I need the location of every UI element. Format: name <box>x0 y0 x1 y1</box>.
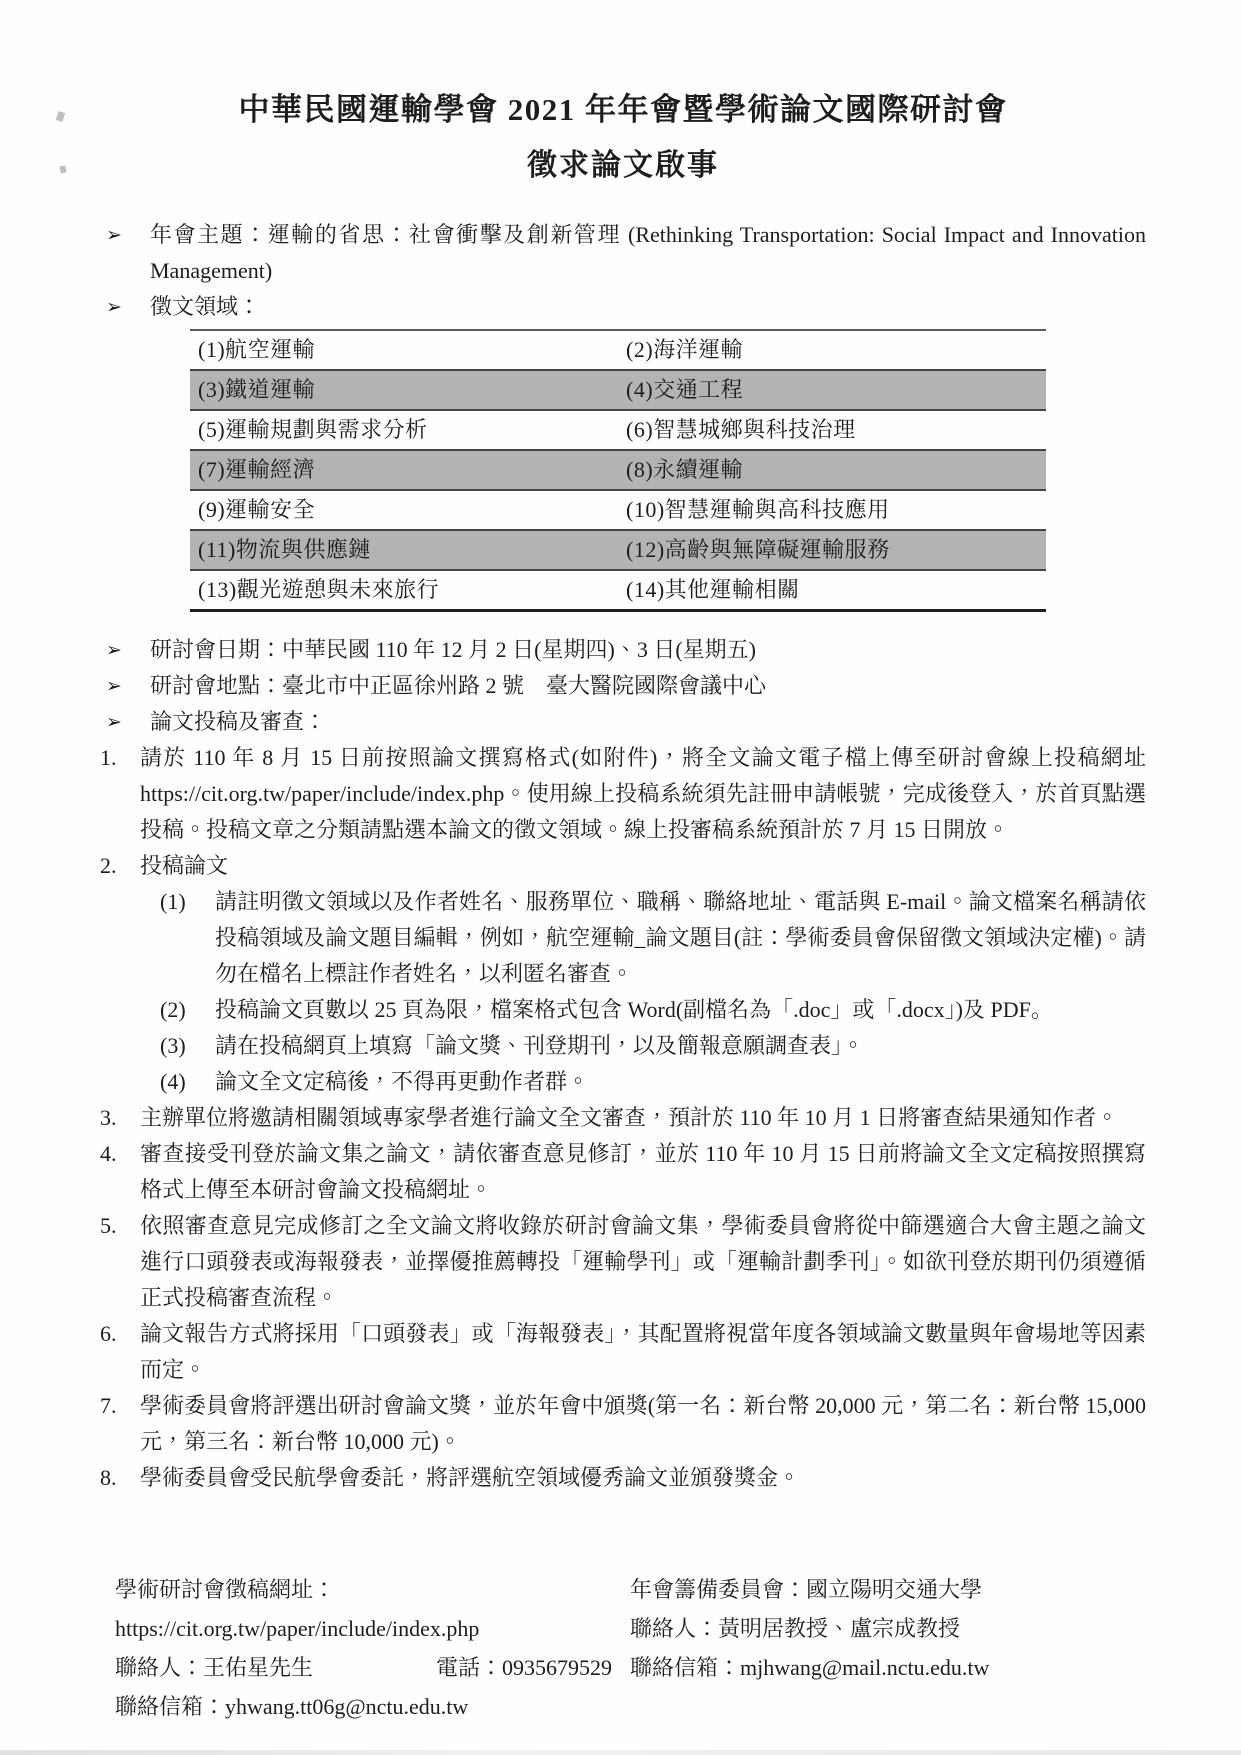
list-item-4 <box>100 1136 1146 1208</box>
contact-footer <box>100 1570 1146 1726</box>
sub-item-2-3 <box>160 1028 1146 1064</box>
topic-cell: (7)運輸經濟 <box>190 450 618 490</box>
item-number: 6. <box>100 1320 117 1346</box>
item-number: 4. <box>100 1140 117 1166</box>
list-item-3 <box>100 1100 1146 1136</box>
contact-email: 聯絡信箱：yhwang.tt06g@nctu.edu.tw <box>115 1693 469 1719</box>
arrow-bullet-icon: ➢ <box>106 638 122 661</box>
list-item-7 <box>100 1388 1146 1460</box>
table-row <box>190 570 1046 611</box>
topic-cell: (8)永續運輸 <box>618 450 1046 490</box>
bullet-review <box>100 704 1146 740</box>
table-row <box>190 370 1046 410</box>
list-item-2 <box>100 848 1146 884</box>
spacer <box>313 1648 436 1687</box>
item-text: 主辦單位將邀請相關領域專家學者進行論文全文審查，預計於 110 年 10 月 1 日將審查結果通知作者。 <box>140 1104 1119 1130</box>
sub-item-text: 請在投稿網頁上填寫「論文獎、刊登期刊，以及簡報意願調查表」。 <box>215 1032 865 1058</box>
sub-item-number: (4) <box>160 1068 186 1094</box>
topic-cell: (4)交通工程 <box>618 370 1046 410</box>
table-row <box>190 410 1046 450</box>
document-title: 中華民國運輸學會 2021 年年會暨學術論文國際研討會 <box>238 92 1008 127</box>
item-number: 2. <box>100 852 117 878</box>
conference-venue-text: 研討會地點：臺北市中正區徐州路 2 號 臺大醫院國際會議中心 <box>150 672 767 698</box>
arrow-bullet-icon: ➢ <box>106 674 122 697</box>
item-text: 論文報告方式將採用「口頭發表」或「海報發表」，其配置將視當年度各領域論文數量與年會場地等因素而定。 <box>140 1320 1146 1382</box>
sub-item-number: (3) <box>160 1032 186 1058</box>
bullet-fields <box>100 289 1146 325</box>
bullet-venue <box>100 668 1146 704</box>
topic-cell: (14)其他運輸相關 <box>618 570 1046 611</box>
item-text: 請於 110 年 8 月 15 日前按照論文撰寫格式(如附件)，將全文論文電子檔上傳至研討會線上投稿網址 https://cit.org.tw/paper/include/index.php。使用線上投稿系統須先註冊申請帳號，完成後登入，於首頁點選投稿。投稿文章之分類請點選本論文的徵文領域。線上投審稿系統預計於 7 月 15 日開放。 <box>140 744 1146 842</box>
sub-item-text: 請註明徵文領域以及作者姓名、服務單位、職稱、聯絡地址、電話與 E-mail。論文檔案名稱請依投稿領域及論文題目編輯，例如，航空運輸_論文題目(註：學術委員會保留徵文領域決定權)。請勿在檔名上標註作者姓名，以利匿名審查。 <box>215 888 1146 986</box>
scan-speck <box>56 111 65 122</box>
organizing-committee: 年會籌備委員會：國立陽明交通大學 <box>630 1576 983 1602</box>
list-item-6 <box>100 1316 1146 1388</box>
conference-date-text: 研討會日期：中華民國 110 年 12 月 2 日(星期四)、3 日(星期五) <box>150 636 756 662</box>
item-number: 7. <box>100 1392 117 1418</box>
item-text: 依照審查意見完成修訂之全文論文將收錄於研討會論文集，學術委員會將從中篩選適合大會主題之論文進行口頭發表或海報發表，並擇優推薦轉投「運輸學刊」或「運輸計劃季刊」。如欲刊登於期刊仍須遵循正式投稿審查流程。 <box>140 1212 1146 1310</box>
sub-item-number: (1) <box>160 888 186 914</box>
topic-cell: (13)觀光遊憩與未來旅行 <box>190 570 618 611</box>
topic-cell: (2)海洋運輸 <box>618 330 1046 370</box>
footer-right-column <box>630 1570 1146 1726</box>
scan-speck <box>59 165 66 173</box>
table-row <box>190 530 1046 570</box>
document-content <box>100 92 1146 1726</box>
bullet-group <box>100 632 1146 740</box>
contact-phone: 電話：0935679529 <box>435 1654 612 1680</box>
topic-cell: (1)航空運輸 <box>190 330 618 370</box>
item-number: 3. <box>100 1104 117 1130</box>
footer-left-column <box>100 1570 630 1726</box>
conference-theme-text: 年會主題：運輸的省思：社會衝擊及創新管理 (Rethinking Transportation: Social Impact and Innovation Management) <box>150 221 1146 283</box>
topic-cell: (6)智慧城鄉與科技治理 <box>618 410 1046 450</box>
topic-cell: (5)運輸規劃與需求分析 <box>190 410 618 450</box>
arrow-bullet-icon: ➢ <box>106 295 122 318</box>
list-item-8 <box>100 1460 1146 1496</box>
table-row <box>190 330 1046 370</box>
bullet-date <box>100 632 1146 668</box>
topic-cell: (10)智慧運輸與高科技應用 <box>618 490 1046 530</box>
list-item-1 <box>100 740 1146 848</box>
submission-site-url: https://cit.org.tw/paper/include/index.php <box>115 1615 480 1641</box>
item-number: 1. <box>100 744 117 770</box>
arrow-bullet-icon: ➢ <box>106 223 122 246</box>
arrow-bullet-icon: ➢ <box>106 710 122 733</box>
sub-item-text: 投稿論文頁數以 25 頁為限，檔案格式包含 Word(副檔名為「.doc」或「.docx」)及 PDF。 <box>215 996 1053 1022</box>
sub-item-number: (2) <box>160 996 186 1022</box>
sub-item-2-2 <box>160 992 1146 1028</box>
committee-contacts: 聯絡人：黃明居教授、盧宗成教授 <box>630 1615 961 1641</box>
table-row <box>190 490 1046 530</box>
item-text: 審查接受刊登於論文集之論文，請依審查意見修訂，並於 110 年 10 月 15 日前將論文全文定稿按照撰寫格式上傳至本研討會論文投稿網址。 <box>140 1140 1146 1202</box>
item-text: 學術委員會將評選出研討會論文獎，並於年會中頒獎(第一名：新台幣 20,000 元，第二名：新台幣 15,000 元，第三名：新台幣 10,000 元)。 <box>140 1392 1146 1454</box>
sub-item-text: 論文全文定稿後，不得再更動作者群。 <box>215 1068 590 1094</box>
table-row <box>190 450 1046 490</box>
topic-cell: (12)高齡與無障礙運輸服務 <box>618 530 1046 570</box>
item-number: 5. <box>100 1212 117 1238</box>
topics-table <box>190 329 1046 612</box>
topic-cell: (3)鐵道運輸 <box>190 370 618 410</box>
sub-item-2-4 <box>160 1064 1146 1100</box>
topic-cell: (11)物流與供應鏈 <box>190 530 618 570</box>
contact-person: 聯絡人：王佑星先生 <box>115 1654 314 1680</box>
fields-label-text: 徵文領域： <box>150 293 261 319</box>
list-item-5 <box>100 1208 1146 1316</box>
item-text: 學術委員會受民航學會委託，將評選航空領域優秀論文並頒發獎金。 <box>140 1464 801 1490</box>
topic-cell: (9)運輸安全 <box>190 490 618 530</box>
document-subtitle: 徵求論文啟事 <box>527 148 719 182</box>
item-number: 8. <box>100 1464 117 1490</box>
sub-item-2-1 <box>160 884 1146 992</box>
contact-person-row <box>115 1648 630 1687</box>
document-body <box>100 217 1146 1726</box>
bullet-theme <box>100 217 1146 289</box>
item-text: 投稿論文 <box>140 852 229 878</box>
submission-site-label: 學術研討會徵稿網址： <box>115 1576 336 1602</box>
review-label-text: 論文投稿及審查： <box>150 708 327 734</box>
committee-email: 聯絡信箱：mjhwang@mail.nctu.edu.tw <box>630 1654 990 1680</box>
